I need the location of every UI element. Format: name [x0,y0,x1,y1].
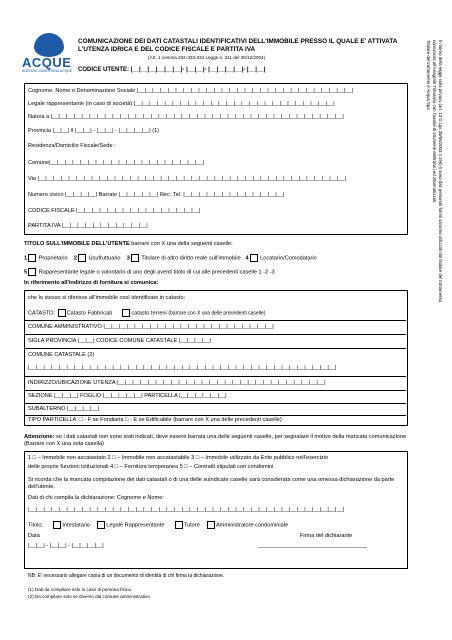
titolo-firmatario-row [28,521,288,529]
fabbricati-checkbox[interactable] [58,309,66,317]
company-logo [20,33,74,75]
privacy-line-1: Il ritorno della legge sulla privacy (art. 13 D.Lgs 30/06/2003 n.196) ti sono dati personali forniti saranno utilizzati dal titolare del trattamento [438,40,443,303]
fornitura-intro: che lo stesso si riferisce all'immobile così identificato in catasto: [28,295,186,301]
privacy-line-3: Titolare del trattamento è Acqua Spa [426,40,431,110]
data-field[interactable]: |__|__| - |__|__| - |__|__|__|__| [28,543,104,549]
subalterno-field[interactable]: SUBALTERNO |__|__|__|__| [28,406,100,412]
indirizzo-field[interactable]: INDIRIZZO/UBICAZIONE UTENZA |__|__|__|__|__|__|__|__|__|__|__|__|__|__|__|__|__|__|__|__|__|__|__|__|__|__|__| [28,380,326,386]
option-5-label: Rappresentante legale o volontario di uno degli aventi titolo di cui alle precedenti caselle 1 -2 -3 [38,269,275,276]
intestatario-checkbox[interactable] [53,521,61,529]
privacy-line-2: comunicati all'Anagrafe Tributaria con l'ausilio di strumenti elettronici ed informatizzati. [432,40,437,204]
option-1-number: 1 [24,255,28,262]
option-4-label: Locatario/Comodatario [260,255,317,262]
residenza-label: Residenza/Domicilio Fiscale/Sede : [28,143,116,149]
comune-amministrativo-field[interactable]: COMUNE AMMINISTRATIVO |__|__|__|__|__|__|__|__|__|__|__|__|__|__|__|__|__|__|__|__|__|__| [28,324,274,330]
titolo-hint: barrare con X una della seguenti caselle: [131,241,233,247]
titolo-label: Titolo: [28,522,44,529]
codice-fiscale-field[interactable]: CODICE FISCALE |__|__|__|__|__|__|__|__|__|__|__|__|__|__|__|__| [28,208,201,214]
firma-line[interactable]: ___________________________________ [258,543,367,549]
attenzione-label: Attenzione: [24,434,55,440]
provincia-field[interactable]: Provincia |__|__| il |__|__| - |__|__| - |__|__|__|__| (1) [28,128,160,134]
fabbricati-label: Catasto Fabbricati [66,310,113,317]
tutore-checkbox[interactable] [175,521,183,529]
divider [24,390,406,391]
firma-label: Firma del dichiarante [300,533,353,539]
data-label: Data [28,533,40,539]
compilatore-name-field[interactable]: |__|__|__|__|__|__|__|__|__|__|__|__|__|__|__|__|__|__|__|__|__|__|__|__|__|__|__|__|__|__|__|__|__|__|__|__|__|__|__|__|__| [28,507,345,513]
divider [24,376,406,377]
titolo-heading: TITOLO SULL'IMMOBILE DELL'UTENTE [24,241,130,247]
titolo-section [24,241,233,248]
codice-utente-field[interactable]: CODICE UTENTE: |__|__|__|__|__|__|- |__|__|- |__|__|__|__|- |__|__| [78,67,266,73]
partita-iva-field[interactable]: PARTITA IVA |__|__|__|__|__|__|__|__|__|__|__| [28,223,148,229]
comune-field[interactable]: Comune|__|__|__|__|__|__|__|__|__|__|__|__|__|__|__|__|__|__|__|__| [28,160,205,166]
catasto-label: CATASTO: [28,310,56,317]
nb-note: NB: E' necessario allegare copia di un documento di identità di chi firma la dichiarazione. [28,573,225,579]
divider [24,334,406,335]
fornitura-heading: In riferimento all'indirizzo di fornitura si comunica: [24,280,159,286]
comune-catastale-field[interactable]: |__|__|__|__|__|__|__|__|__|__|__|__|__|__|__|__|__|__|__|__|__|__|__|__|__|__|__|__|__|__|__|__|__|__|__|__|__|__|__|__| [28,365,337,371]
motivo-line-1[interactable]: 1 □ – Immobile non accatastato 2 □ – Immobile non accatastabile 3 □ – Immobile utilizzato da Ente pubblico nell'esercizio [28,455,329,461]
option-5-checkbox[interactable] [28,268,36,276]
tipo-particella-field[interactable]: TIPO PARTICELLA: □ - F se Fondiaria □ - E se Edificabile (barrare con X una delle precedenti caselle) [28,417,282,423]
amministratore-checkbox[interactable] [207,521,215,529]
intestatario-label: Intestatario [62,522,91,529]
option-4-number: 4 [245,255,249,262]
terreni-checkbox[interactable] [122,309,130,317]
titolo-option-5-row [24,268,275,276]
legale-field[interactable]: Legale rappresentante (in caso di società) |__|__|__|__|__|__|__|__|__|__|__|__|__|__|__|__|__|__|__|__|__|__|__|__|__|__| [28,101,335,107]
ricorda-text: Si ricorda che la mancata compilazione dei dati catastali o di una delle suindicate caselle sarà considerata come una omessa dichiarazione da parte dell'utente. [28,477,395,490]
option-2-number: 2 [73,255,77,262]
option-4-checkbox[interactable] [250,254,258,262]
sigla-provincia-field[interactable]: SIGLA PROVINCIA |__|__| CODICE COMUNE CATASTALE |__|__|__|__| [28,338,211,344]
document-title: COMUNICAZIONE DEI DATI CATASTALI IDENTIFICATIVI DELL'IMMOBILE PRESSO IL QUALE E' ATTIVATA L'UTENZA IDRICA E DEL CODICE FISCALE E PARTITA IVA [78,38,398,53]
option-2-label: Usufruttuario [88,255,121,262]
divider [24,320,406,321]
logo-word: ACQUE [22,55,72,70]
divider [24,403,406,404]
attenzione-paragraph [24,434,408,448]
attenzione-text: se i dati catastali non sono stati indicati, deve essere barrata una delle seguenti caselle, per segnalare il motivo della mancata comunicazione (Barrare con X una sola casella) [24,434,407,447]
catasto-row [28,309,265,317]
option-1-checkbox[interactable] [28,254,36,262]
divider [24,348,406,349]
footnote-1: (1) Dati da compilare solo in caso di persona fisica [28,587,131,592]
comune-catastale-label: COMUNE CATASTALE (2) [28,352,95,358]
legale-label: Legale Rappresentante [106,522,165,529]
option-5-number: 5 [24,269,28,276]
footnote-2: (2) Da compilare solo se diverso dal comune amministrativo [28,594,150,599]
legale-checkbox[interactable] [97,521,105,529]
sezione-field[interactable]: SEZIONE |__|__|__| FOGLIO |__|__|__|__|__| PARTICELLA |__|__|__|__|__|__| [28,393,227,399]
law-note: (Art. 1 comma 332-333-334 Legge n. 311 del 30/12/2004) [148,55,266,60]
divider [24,415,406,416]
tutore-label: Tutore [183,522,200,529]
option-2-checkbox[interactable] [78,254,86,262]
privacy-side-text [423,40,445,600]
nato-field[interactable]: Nato/a a |__|__|__|__|__|__|__|__|__|__|__|__|__|__|__|__|__|__|__|__|__|__|__|__|__|__|__|__|__|__|__|__|__|__|__|__|__|__| [28,114,344,120]
via-field[interactable]: Via |__|__|__|__|__|__|__|__|__|__|__|__|__|__|__|__|__|__|__|__|__|__|__|__|__|__|__|__|__|__|__|__|__|__|__|__|__|__|__|__| [28,176,346,182]
terreni-hint: (barrare con X una delle precedenti caselle) [168,310,266,317]
option-3-checkbox[interactable] [131,254,139,262]
option-3-number: 3 [126,255,130,262]
water-drop-icon [34,33,64,57]
numero-civico-field[interactable]: Numero civico |__|__|__|__| Barrato |__|__|__|__|__| Rec. Tel. |__|__|__|__|__|__|__|__|__|__|__|__|__| [28,192,285,198]
amministratore-label: Amministratore condominiale [215,522,289,529]
motivo-line-2[interactable]: delle proprie funzioni istituzionali 4 □ – Fornitura temporanea 5 □ – Contratti stipulati con condomini [28,464,274,470]
option-1-label: Proprietario [38,255,68,262]
titolo-options-row [24,254,317,262]
cognome-field[interactable]: Cognome, Nome o Denominazione Sociale |__|__|__|__|__|__|__|__|__|__|__|__|__|__|__|__|__|__|__|__|__|__|__|__|__|__|__|__| [28,88,354,94]
option-3-label: Titolare di altro diritto reale sull'immobile [141,255,241,262]
logo-subtitle: AGENZIA CASERTANA ACQUE [22,69,73,73]
terreni-label: catasto terreni [131,310,167,317]
compilatore-label: Dati di chi compila la dichiarazione: Cognome e Nome: [28,495,164,501]
